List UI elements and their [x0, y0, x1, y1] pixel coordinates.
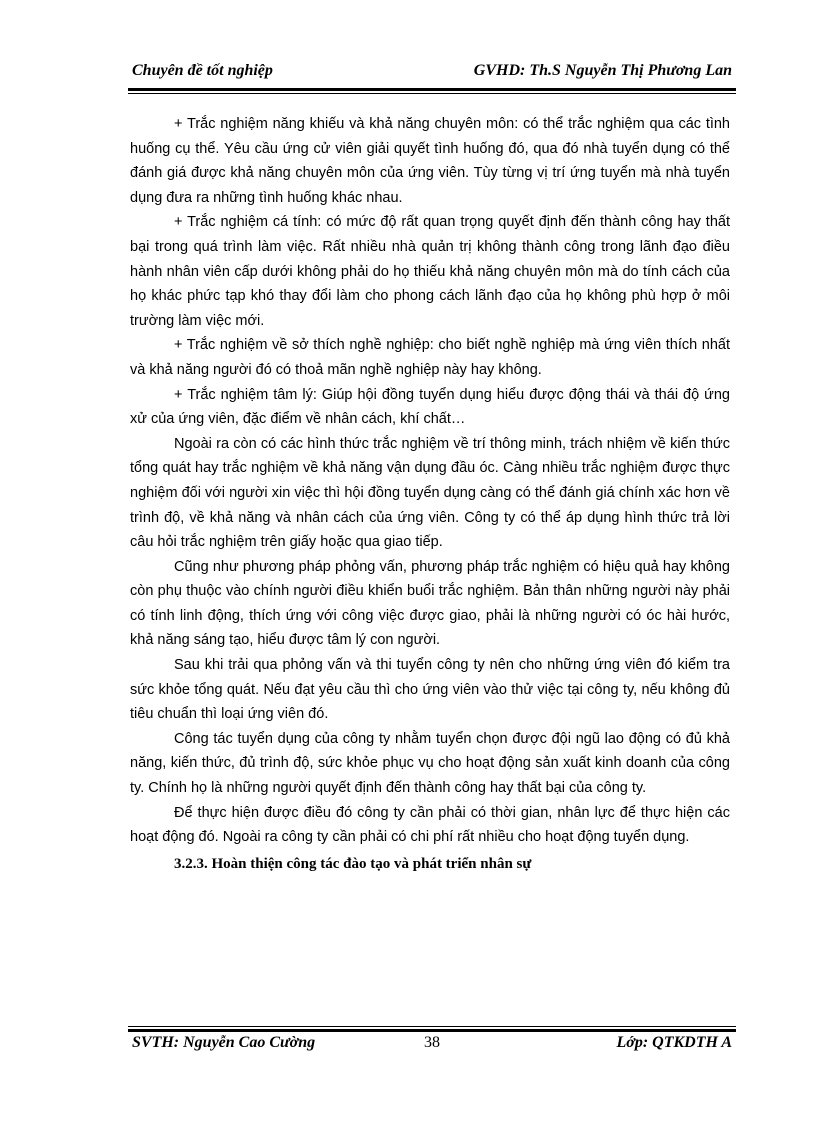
paragraph-other-tests: Ngoài ra còn có các hình thức trắc nghiệm về trí thông minh, trách nhiệm về kiến thức tổng quát hay trắc nghiệm về khả năng vận dụng đầu óc. Càng nhiều trắc nghiệm được thực nghiệm đối với người xin việc thì hội đồng tuyển dụng càng có thể đánh giá chính xác hơn về trình độ, về khả năng và nhân cách của ứng viên. Công ty có thể áp dụng hình thức trả lời câu hỏi trắc nghiệm trên giấy hoặc qua giao tiếp.	[130, 435, 730, 551]
body-text	[130, 112, 730, 876]
paragraph-health-check: Sau khi trải qua phỏng vấn và thi tuyển công ty nên cho những ứng viên đó kiểm tra sức khỏe tổng quát. Nếu đạt yêu cầu thì cho ứng viên vào thử việc tại công ty, nếu không đủ tiêu chuẩn thì loại ứng viên đó.	[130, 657, 730, 723]
page-footer	[128, 1034, 736, 1058]
page-number: 38	[424, 1034, 440, 1051]
section-heading: 3.2.3. Hoàn thiện công tác đào tạo và phát triển nhân sự	[174, 855, 532, 872]
header-rule-thin	[128, 93, 736, 94]
paragraph-recruitment-goal: Công tác tuyển dụng của công ty nhằm tuyển chọn được đội ngũ lao động có đủ khả năng, kiến thức, đủ trình độ, sức khỏe phục vụ cho hoạt động sản xuất kinh doanh của công ty. Chính họ là những người quyết định đến thành công hay thất bại của công ty.	[130, 730, 730, 797]
header-rule-thick	[128, 88, 736, 91]
footer-student: SVTH: Nguyễn Cao Cường	[132, 1034, 316, 1051]
paragraph-recruitment-cost: Để thực hiện được điều đó công ty cần phải có thời gian, nhân lực để thực hiện các hoạt động đó. Ngoài ra công ty cần phải có chi phí rất nhiều cho hoạt động tuyển dụng.	[130, 804, 730, 846]
paragraph-personality-test: + Trắc nghiệm cá tính: có mức độ rất quan trọng quyết định đến thành công hay thất bại trong quá trình làm việc. Rất nhiều nhà quản trị không thành công trong lãnh đạo điều hành nhân viên cấp dưới không phải do họ thiếu khả năng chuyên môn mà do tính cách của họ khác phức tạp khó thay đổi làm cho phong cách lãnh đạo của họ không phù hợp ở môi trường làm việc mới.	[130, 214, 730, 329]
footer-rule-thin	[128, 1026, 736, 1027]
footer-class: Lớp: QTKDTH A	[616, 1034, 732, 1051]
header-supervisor: GVHD: Th.S Nguyễn Thị Phương Lan	[473, 62, 732, 79]
paragraph-psychology-test: + Trắc nghiệm tâm lý: Giúp hội đồng tuyển dụng hiểu được động thái và thái độ ứng xử của ứng viên, đặc điểm về nhân cách, khí chất…	[130, 386, 730, 428]
footer-rule-thick	[128, 1029, 736, 1032]
page-header	[128, 62, 736, 88]
paragraph-test-effectiveness: Cũng như phương pháp phỏng vấn, phương pháp trắc nghiệm có hiệu quả hay không còn phụ thuộc vào chính người điều khiển buổi trắc nghiệm. Bản thân những người này phải có tính linh động, thích ứng với công việc được giao, phải là những người có óc hài hước, khả năng sáng tạo, hiểu được tâm lý con người.	[130, 558, 730, 649]
paragraph-career-interest-test: + Trắc nghiệm về sở thích nghề nghiệp: cho biết nghề nghiệp mà ứng viên thích nhất và khả năng người đó có thoả mãn nghề nghiệp này hay không.	[130, 337, 730, 378]
header-document-type: Chuyên đề tốt nghiệp	[132, 62, 273, 79]
paragraph-aptitude-test: + Trắc nghiệm năng khiếu và khả năng chuyên môn: có thể trắc nghiệm qua các tình huống cụ thể. Yêu cầu ứng cử viên giải quyết tình huống đó, qua đó nhà tuyển dụng có thể đánh giá được khả năng chuyên môn của ứng viên. Tùy từng vị trí ứng tuyển mà nhà tuyển dụng đưa ra những tình huống khác nhau.	[130, 116, 730, 206]
